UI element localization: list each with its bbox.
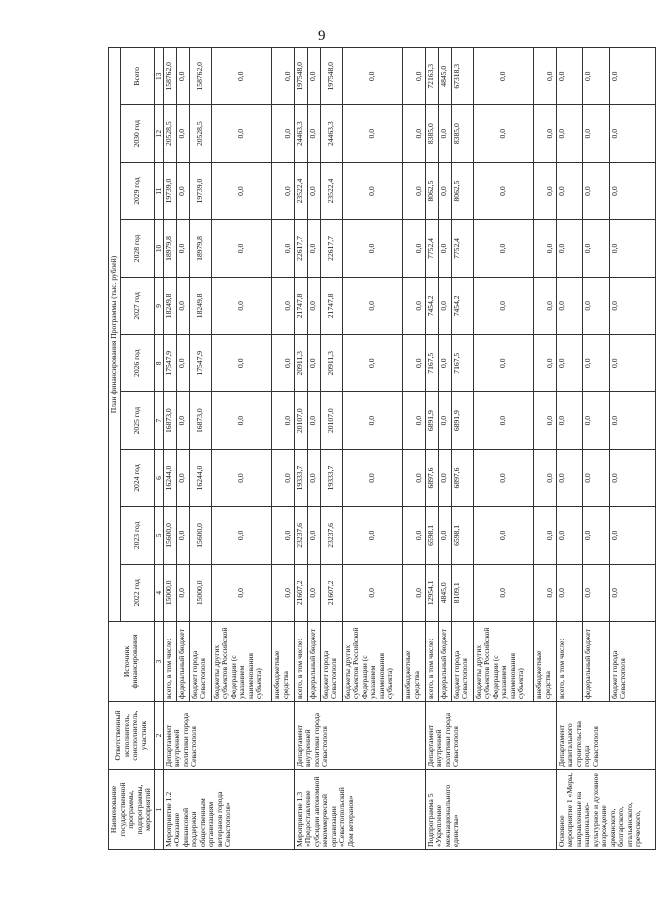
header-executor: Ответственный исполнитель, соисполнитель, участник bbox=[109, 702, 155, 770]
row-value: 0,0 bbox=[403, 162, 425, 219]
row-value: 20107,0 bbox=[294, 392, 307, 449]
header-year: 2024 год bbox=[120, 449, 154, 506]
row-value: 8385,0 bbox=[425, 105, 438, 162]
row-value: 0,0 bbox=[556, 220, 582, 277]
row-value: 0,0 bbox=[211, 105, 271, 162]
row-value: 0,0 bbox=[583, 277, 609, 334]
row-total-value: 158762,0 bbox=[163, 48, 176, 105]
row-value: 20911,3 bbox=[294, 335, 307, 392]
row-value: 23237,6 bbox=[320, 507, 342, 564]
row-value: 0,0 bbox=[176, 564, 189, 621]
row-value: 15000,0 bbox=[163, 564, 176, 621]
row-value: 15600,0 bbox=[163, 507, 176, 564]
row-value: 22617,7 bbox=[294, 220, 307, 277]
row-source: бюджет города Севастополя bbox=[451, 622, 473, 702]
table-row bbox=[425, 48, 438, 850]
row-value: 0,0 bbox=[583, 162, 609, 219]
row-value: 16873,0 bbox=[189, 392, 211, 449]
header-year: 2027 год bbox=[120, 277, 154, 334]
row-value: 0,0 bbox=[272, 220, 294, 277]
row-value: 7454,2 bbox=[425, 277, 438, 334]
row-value: 0,0 bbox=[473, 564, 533, 621]
row-value: 0,0 bbox=[403, 277, 425, 334]
row-total-value: 67318,3 bbox=[451, 48, 473, 105]
row-total-value: 0,0 bbox=[342, 48, 402, 105]
column-number: 4 bbox=[154, 564, 163, 621]
row-value: 0,0 bbox=[176, 277, 189, 334]
column-number: 12 bbox=[154, 105, 163, 162]
row-source: внебюджетные средства bbox=[534, 622, 556, 702]
row-value: 23522,4 bbox=[294, 162, 307, 219]
row-value: 15600,0 bbox=[189, 507, 211, 564]
row-total-value: 197548,0 bbox=[294, 48, 307, 105]
row-source: бюджеты других субъектов Российской Федерации (с указанием наименования субъекта) bbox=[342, 622, 402, 702]
row-value: 16244,0 bbox=[163, 449, 176, 506]
row-source: всего, в том числе: bbox=[294, 622, 307, 702]
row-value: 0,0 bbox=[272, 162, 294, 219]
row-value: 6598,1 bbox=[451, 507, 473, 564]
row-total-value: 0,0 bbox=[556, 48, 582, 105]
row-value: 0,0 bbox=[609, 392, 655, 449]
row-total-value: 0,0 bbox=[473, 48, 533, 105]
row-value: 0,0 bbox=[473, 220, 533, 277]
row-value: 0,0 bbox=[211, 162, 271, 219]
row-value: 0,0 bbox=[534, 105, 556, 162]
row-value: 0,0 bbox=[534, 507, 556, 564]
row-source: бюджеты других субъектов Российской Федерации (с указанием наименования субъекта) bbox=[211, 622, 271, 702]
row-value: 0,0 bbox=[403, 507, 425, 564]
row-value: 8385,0 bbox=[451, 105, 473, 162]
row-executor: Департамент внутренней политики города Севастополя bbox=[425, 702, 556, 770]
row-value: 0,0 bbox=[211, 220, 271, 277]
header-year: 2022 год bbox=[120, 564, 154, 621]
row-value: 0,0 bbox=[583, 564, 609, 621]
row-value: 0,0 bbox=[609, 449, 655, 506]
row-value: 0,0 bbox=[556, 507, 582, 564]
row-value: 0,0 bbox=[403, 392, 425, 449]
row-value: 19333,7 bbox=[294, 449, 307, 506]
header-year: 2026 год bbox=[120, 335, 154, 392]
row-value: 0,0 bbox=[438, 220, 451, 277]
row-value: 0,0 bbox=[473, 105, 533, 162]
row-value: 0,0 bbox=[272, 507, 294, 564]
column-number: 6 bbox=[154, 449, 163, 506]
row-value: 0,0 bbox=[583, 392, 609, 449]
row-value: 23237,6 bbox=[294, 507, 307, 564]
header-plan: План финансирования Программы (тыс. рублей) bbox=[109, 48, 121, 622]
row-value: 0,0 bbox=[176, 162, 189, 219]
row-total-value: 0,0 bbox=[272, 48, 294, 105]
row-value: 0,0 bbox=[342, 564, 402, 621]
row-total-value: 0,0 bbox=[534, 48, 556, 105]
row-value: 6598,1 bbox=[425, 507, 438, 564]
row-value: 7454,2 bbox=[451, 277, 473, 334]
row-name: Мероприятие 1.3 «Предоставление субсидии автономной некоммерческой организации «Севастопольский Дом ветеранов» bbox=[294, 770, 425, 850]
row-total-value: 0,0 bbox=[307, 48, 320, 105]
row-value: 0,0 bbox=[176, 220, 189, 277]
row-value: 18249,8 bbox=[163, 277, 176, 334]
row-value: 20528,5 bbox=[163, 105, 176, 162]
row-source: бюджет города Севастополя bbox=[609, 622, 655, 702]
row-value: 0,0 bbox=[534, 162, 556, 219]
row-total-value: 0,0 bbox=[403, 48, 425, 105]
header-year: 2023 год bbox=[120, 507, 154, 564]
row-value: 0,0 bbox=[438, 162, 451, 219]
row-value: 21747,8 bbox=[320, 277, 342, 334]
row-value: 0,0 bbox=[307, 335, 320, 392]
column-number: 9 bbox=[154, 277, 163, 334]
row-value: 19739,0 bbox=[189, 162, 211, 219]
row-value: 0,0 bbox=[556, 277, 582, 334]
row-value: 0,0 bbox=[176, 449, 189, 506]
row-value: 0,0 bbox=[583, 449, 609, 506]
row-value: 0,0 bbox=[438, 392, 451, 449]
row-value: 12954,1 bbox=[425, 564, 438, 621]
row-value: 0,0 bbox=[211, 564, 271, 621]
row-value: 0,0 bbox=[342, 162, 402, 219]
row-value: 0,0 bbox=[342, 449, 402, 506]
row-value: 0,0 bbox=[272, 105, 294, 162]
row-value: 0,0 bbox=[272, 335, 294, 392]
row-value: 0,0 bbox=[307, 392, 320, 449]
row-value: 0,0 bbox=[307, 449, 320, 506]
row-source: всего, в том числе: bbox=[556, 622, 582, 702]
row-value: 0,0 bbox=[403, 105, 425, 162]
row-value: 20528,5 bbox=[189, 105, 211, 162]
row-value: 0,0 bbox=[211, 277, 271, 334]
row-source: федеральный бюджет bbox=[307, 622, 320, 702]
row-value: 0,0 bbox=[342, 277, 402, 334]
row-value: 23522,4 bbox=[320, 162, 342, 219]
row-source: бюджеты других субъектов Российской Федерации (с указанием наименования субъекта) bbox=[473, 622, 533, 702]
column-number: 5 bbox=[154, 507, 163, 564]
row-value: 0,0 bbox=[307, 277, 320, 334]
row-value: 0,0 bbox=[211, 507, 271, 564]
row-value: 0,0 bbox=[473, 335, 533, 392]
row-value: 0,0 bbox=[473, 507, 533, 564]
table-row bbox=[294, 48, 307, 850]
row-value: 7752,4 bbox=[451, 220, 473, 277]
row-value: 0,0 bbox=[342, 220, 402, 277]
row-value: 0,0 bbox=[272, 564, 294, 621]
row-value: 0,0 bbox=[403, 564, 425, 621]
row-value: 0,0 bbox=[403, 449, 425, 506]
row-value: 0,0 bbox=[176, 507, 189, 564]
row-value: 0,0 bbox=[211, 392, 271, 449]
row-value: 16873,0 bbox=[163, 392, 176, 449]
row-value: 18979,8 bbox=[163, 220, 176, 277]
column-number: 10 bbox=[154, 220, 163, 277]
table-body bbox=[163, 48, 655, 850]
column-number: 11 bbox=[154, 162, 163, 219]
row-value: 6897,6 bbox=[425, 449, 438, 506]
row-value: 0,0 bbox=[609, 220, 655, 277]
header-source: Источник финансирования bbox=[109, 622, 155, 702]
row-total-value: 0,0 bbox=[583, 48, 609, 105]
row-value: 0,0 bbox=[403, 335, 425, 392]
page-number: 9 bbox=[318, 28, 326, 44]
row-value: 0,0 bbox=[438, 449, 451, 506]
row-source: бюджет города Севастополя bbox=[189, 622, 211, 702]
row-value: 19333,7 bbox=[320, 449, 342, 506]
row-value: 19739,0 bbox=[163, 162, 176, 219]
row-value: 24463,3 bbox=[294, 105, 307, 162]
row-value: 4845,0 bbox=[438, 564, 451, 621]
row-total-value: 0,0 bbox=[176, 48, 189, 105]
row-value: 8062,5 bbox=[425, 162, 438, 219]
row-value: 0,0 bbox=[176, 335, 189, 392]
row-source: федеральный бюджет bbox=[176, 622, 189, 702]
column-number: 13 bbox=[154, 48, 163, 105]
row-value: 0,0 bbox=[609, 507, 655, 564]
row-source: внебюджетные средства bbox=[272, 622, 294, 702]
column-number: 2 bbox=[154, 702, 163, 770]
header-year: 2030 год bbox=[120, 105, 154, 162]
row-value: 0,0 bbox=[583, 105, 609, 162]
row-value: 0,0 bbox=[272, 392, 294, 449]
row-value: 0,0 bbox=[473, 277, 533, 334]
row-value: 0,0 bbox=[342, 392, 402, 449]
row-value: 0,0 bbox=[403, 220, 425, 277]
row-executor: Департамент капитального строительства города Севастополя bbox=[556, 702, 655, 770]
row-value: 0,0 bbox=[438, 105, 451, 162]
row-source: всего, в том числе: bbox=[163, 622, 176, 702]
row-value: 0,0 bbox=[534, 392, 556, 449]
row-value: 0,0 bbox=[342, 335, 402, 392]
row-total-value: 72163,3 bbox=[425, 48, 438, 105]
row-value: 0,0 bbox=[609, 105, 655, 162]
header-name: Наименование государственной программы, подпрограммы, мероприятий bbox=[109, 770, 155, 850]
row-value: 18249,8 bbox=[189, 277, 211, 334]
row-total-value: 158762,0 bbox=[189, 48, 211, 105]
row-value: 0,0 bbox=[307, 564, 320, 621]
row-total-value: 0,0 bbox=[609, 48, 655, 105]
row-source: федеральный бюджет bbox=[438, 622, 451, 702]
row-value: 0,0 bbox=[534, 220, 556, 277]
column-number: 7 bbox=[154, 392, 163, 449]
row-value: 0,0 bbox=[307, 507, 320, 564]
financing-table bbox=[108, 47, 656, 850]
row-source: бюджет города Севастополя bbox=[320, 622, 342, 702]
row-value: 6891,9 bbox=[451, 392, 473, 449]
row-value: 0,0 bbox=[556, 105, 582, 162]
table-header bbox=[109, 48, 164, 850]
row-value: 15000,0 bbox=[189, 564, 211, 621]
row-name: Подпрограмма 5 «Укрепление межнационального единства» bbox=[425, 770, 556, 850]
row-value: 0,0 bbox=[534, 335, 556, 392]
row-value: 0,0 bbox=[438, 277, 451, 334]
row-value: 22617,7 bbox=[320, 220, 342, 277]
table-row bbox=[556, 48, 582, 850]
row-value: 0,0 bbox=[307, 162, 320, 219]
row-value: 0,0 bbox=[556, 449, 582, 506]
table-row bbox=[163, 48, 176, 850]
row-source: внебюджетные средства bbox=[403, 622, 425, 702]
row-name: Мероприятие 1.2 «Оказание финансовой поддержки общественным организациям ветеранов города Севастополя» bbox=[163, 770, 294, 850]
row-value: 0,0 bbox=[307, 105, 320, 162]
row-value: 0,0 bbox=[342, 105, 402, 162]
column-numbers-row bbox=[154, 48, 163, 850]
header-year: 2025 год bbox=[120, 392, 154, 449]
row-value: 16244,0 bbox=[189, 449, 211, 506]
rotated-page bbox=[108, 48, 643, 850]
row-value: 0,0 bbox=[534, 277, 556, 334]
row-value: 0,0 bbox=[583, 507, 609, 564]
row-value: 24463,3 bbox=[320, 105, 342, 162]
row-value: 0,0 bbox=[609, 277, 655, 334]
row-value: 0,0 bbox=[211, 449, 271, 506]
row-value: 21607,2 bbox=[320, 564, 342, 621]
row-value: 0,0 bbox=[583, 220, 609, 277]
row-value: 17547,9 bbox=[189, 335, 211, 392]
row-value: 0,0 bbox=[534, 449, 556, 506]
row-value: 0,0 bbox=[438, 335, 451, 392]
column-number: 3 bbox=[154, 622, 163, 702]
row-total-value: 4845,0 bbox=[438, 48, 451, 105]
row-value: 0,0 bbox=[272, 449, 294, 506]
row-total-value: 197548,0 bbox=[320, 48, 342, 105]
row-value: 17547,9 bbox=[163, 335, 176, 392]
row-value: 21747,8 bbox=[294, 277, 307, 334]
row-name: Основное мероприятие 1 «Меры, направленные на национально-культурное и духовное возрождение армянского, болгарского, итальянского, греческого, bbox=[556, 770, 655, 850]
row-value: 8109,1 bbox=[451, 564, 473, 621]
row-value: 20911,3 bbox=[320, 335, 342, 392]
row-value: 7752,4 bbox=[425, 220, 438, 277]
row-value: 8062,5 bbox=[451, 162, 473, 219]
row-executor: Департамент внутренней политики города Севастополя bbox=[294, 702, 425, 770]
row-value: 0,0 bbox=[609, 162, 655, 219]
row-value: 0,0 bbox=[609, 564, 655, 621]
row-value: 7167,5 bbox=[451, 335, 473, 392]
row-value: 0,0 bbox=[342, 507, 402, 564]
header-year: 2028 год bbox=[120, 220, 154, 277]
row-source: федеральный бюджет bbox=[583, 622, 609, 702]
row-value: 21607,2 bbox=[294, 564, 307, 621]
row-value: 0,0 bbox=[609, 335, 655, 392]
row-value: 0,0 bbox=[556, 564, 582, 621]
row-value: 18979,8 bbox=[189, 220, 211, 277]
row-value: 0,0 bbox=[583, 335, 609, 392]
row-value: 0,0 bbox=[176, 105, 189, 162]
header-total: Всего bbox=[120, 48, 154, 105]
row-value: 0,0 bbox=[534, 564, 556, 621]
row-value: 6891,9 bbox=[425, 392, 438, 449]
row-value: 0,0 bbox=[211, 335, 271, 392]
row-source: всего, в том числе: bbox=[425, 622, 438, 702]
row-value: 0,0 bbox=[473, 392, 533, 449]
row-value: 6897,6 bbox=[451, 449, 473, 506]
row-value: 0,0 bbox=[556, 162, 582, 219]
row-executor: Департамент внутренней политики города Севастополя bbox=[163, 702, 294, 770]
row-value: 7167,5 bbox=[425, 335, 438, 392]
row-value: 0,0 bbox=[473, 162, 533, 219]
row-value: 0,0 bbox=[438, 507, 451, 564]
row-value: 0,0 bbox=[473, 449, 533, 506]
row-value: 0,0 bbox=[307, 220, 320, 277]
column-number: 1 bbox=[154, 770, 163, 850]
row-value: 0,0 bbox=[556, 392, 582, 449]
row-value: 0,0 bbox=[556, 335, 582, 392]
column-number: 8 bbox=[154, 335, 163, 392]
row-value: 20107,0 bbox=[320, 392, 342, 449]
row-value: 0,0 bbox=[272, 277, 294, 334]
row-value: 0,0 bbox=[176, 392, 189, 449]
header-year: 2029 год bbox=[120, 162, 154, 219]
row-total-value: 0,0 bbox=[211, 48, 271, 105]
